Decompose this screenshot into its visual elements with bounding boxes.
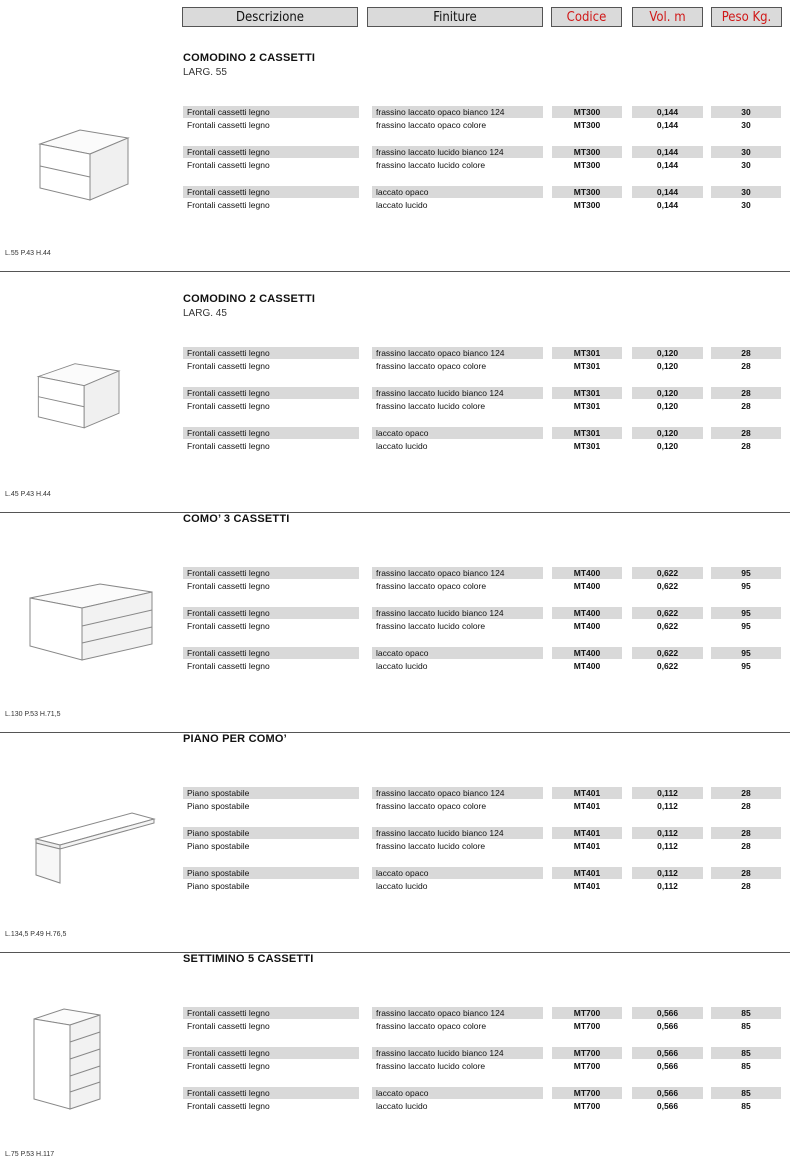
product-dimensions: L.75 P.53 H.117 [5, 1151, 55, 1158]
cell-codice: MT700 [573, 1061, 601, 1071]
cell-volume: 0,120 [632, 347, 703, 359]
cell-descrizione: Piano spostabile [183, 827, 359, 839]
table-row [0, 400, 790, 413]
cell-descrizione: Frontali cassetti legno [183, 607, 359, 619]
cell-codice: MT300 [573, 200, 601, 210]
cell-finiture: frassino laccato lucido bianco 124 [372, 827, 543, 839]
cell-codice: MT301 [573, 401, 601, 411]
cell-peso: 30 [711, 186, 781, 198]
cell-finiture: laccato opaco [372, 427, 543, 439]
cell-peso: 85 [741, 1021, 751, 1031]
cell-finiture: frassino laccato opaco colore [376, 1021, 487, 1031]
table-row [0, 607, 790, 620]
cell-descrizione: Frontali cassetti legno [187, 200, 270, 210]
cell-finiture: frassino laccato lucido colore [376, 841, 486, 851]
cell-finiture: frassino laccato lucido colore [376, 1061, 486, 1071]
cell-finiture: frassino laccato lucido bianco 124 [372, 1047, 543, 1059]
cell-volume: 0,566 [656, 1101, 679, 1111]
cell-peso: 28 [741, 881, 751, 891]
product-dimensions: L.45 P.43 H.44 [5, 491, 51, 498]
cell-finiture: frassino laccato opaco bianco 124 [372, 1007, 543, 1019]
cell-descrizione: Frontali cassetti legno [183, 1047, 359, 1059]
cell-descrizione: Frontali cassetti legno [187, 160, 270, 170]
cell-volume: 0,120 [632, 427, 703, 439]
cell-descrizione: Piano spostabile [187, 881, 250, 891]
cell-finiture: frassino laccato lucido bianco 124 [372, 387, 543, 399]
cell-volume: 0,112 [657, 801, 678, 811]
cell-finiture: laccato lucido [376, 200, 428, 210]
cell-volume: 0,120 [656, 361, 679, 371]
cell-peso: 95 [741, 581, 751, 591]
cell-peso: 28 [741, 361, 751, 371]
cell-volume: 0,566 [632, 1047, 703, 1059]
cell-volume: 0,622 [632, 607, 703, 619]
cell-codice: MT400 [552, 567, 622, 579]
cell-peso: 85 [711, 1047, 781, 1059]
cell-descrizione: Frontali cassetti legno [187, 661, 270, 671]
table-row [0, 580, 790, 593]
cell-codice: MT300 [552, 186, 622, 198]
cell-codice: MT401 [552, 867, 622, 879]
cell-volume: 0,112 [657, 841, 678, 851]
cell-peso: 28 [711, 867, 781, 879]
cell-peso: 30 [711, 146, 781, 158]
cell-descrizione: Frontali cassetti legno [187, 621, 270, 631]
cell-descrizione: Frontali cassetti legno [183, 106, 359, 118]
cell-codice: MT700 [552, 1047, 622, 1059]
cell-descrizione: Piano spostabile [187, 841, 250, 851]
cell-descrizione: Frontali cassetti legno [183, 387, 359, 399]
cell-peso: 28 [711, 787, 781, 799]
section-divider [0, 952, 790, 953]
cell-peso: 28 [741, 401, 751, 411]
cell-descrizione: Frontali cassetti legno [183, 347, 359, 359]
cell-finiture: frassino laccato opaco colore [376, 120, 487, 130]
cell-volume: 0,144 [632, 186, 703, 198]
cell-volume: 0,144 [656, 160, 679, 170]
cell-codice: MT401 [573, 801, 601, 811]
table-row [0, 146, 790, 159]
cell-codice: MT401 [573, 881, 601, 891]
cell-finiture: frassino laccato opaco colore [376, 361, 487, 371]
table-row [0, 440, 790, 453]
cell-finiture: laccato lucido [376, 441, 428, 451]
cell-codice: MT700 [573, 1021, 601, 1031]
cell-finiture: frassino laccato opaco bianco 124 [372, 347, 543, 359]
cell-peso: 28 [711, 387, 781, 399]
cell-peso: 30 [711, 106, 781, 118]
table-row [0, 840, 790, 853]
table-row [0, 620, 790, 633]
cell-codice: MT400 [552, 607, 622, 619]
table-row [0, 186, 790, 199]
cell-finiture: laccato opaco [372, 867, 543, 879]
cell-descrizione: Frontali cassetti legno [183, 1007, 359, 1019]
product-title: SETTIMINO 5 CASSETTI [183, 953, 314, 965]
cell-peso: 28 [741, 801, 751, 811]
cell-codice: MT301 [552, 427, 622, 439]
cell-peso: 28 [741, 441, 751, 451]
cell-volume: 0,622 [632, 567, 703, 579]
cell-descrizione: Piano spostabile [187, 801, 250, 811]
cell-descrizione: Frontali cassetti legno [183, 567, 359, 579]
cell-volume: 0,144 [656, 200, 679, 210]
cell-volume: 0,622 [656, 581, 679, 591]
cell-codice: MT401 [573, 841, 601, 851]
cell-volume: 0,622 [632, 647, 703, 659]
header-finiture: Finiture [367, 7, 543, 27]
header-descrizione: Descrizione [182, 7, 358, 27]
cell-codice: MT301 [552, 347, 622, 359]
cell-volume: 0,120 [656, 441, 679, 451]
cell-volume: 0,112 [632, 867, 703, 879]
cell-volume: 0,144 [632, 106, 703, 118]
section-divider [0, 732, 790, 733]
cell-volume: 0,566 [632, 1087, 703, 1099]
cell-peso: 85 [741, 1061, 751, 1071]
cell-descrizione: Piano spostabile [183, 867, 359, 879]
cell-volume: 0,144 [632, 146, 703, 158]
table-row [0, 867, 790, 880]
cell-descrizione: Frontali cassetti legno [187, 1101, 270, 1111]
table-row [0, 199, 790, 212]
table-row [0, 567, 790, 580]
table-row [0, 880, 790, 893]
cell-codice: MT301 [573, 361, 601, 371]
product-title: COMO’ 3 CASSETTI [183, 513, 290, 525]
cell-peso: 85 [741, 1101, 751, 1111]
cell-codice: MT400 [552, 647, 622, 659]
cell-peso: 95 [711, 567, 781, 579]
cell-codice: MT700 [552, 1087, 622, 1099]
cell-peso: 28 [711, 427, 781, 439]
cell-volume: 0,566 [656, 1061, 679, 1071]
cell-descrizione: Frontali cassetti legno [183, 1087, 359, 1099]
cell-peso: 85 [711, 1087, 781, 1099]
cell-finiture: frassino laccato opaco colore [376, 801, 487, 811]
cell-finiture: frassino laccato opaco colore [376, 581, 487, 591]
table-row [0, 1100, 790, 1113]
table-row [0, 1060, 790, 1073]
cell-finiture: laccato opaco [372, 647, 543, 659]
cell-volume: 0,622 [656, 661, 679, 671]
cell-volume: 0,622 [656, 621, 679, 631]
cell-descrizione: Piano spostabile [183, 787, 359, 799]
cell-descrizione: Frontali cassetti legno [183, 146, 359, 158]
cell-peso: 85 [711, 1007, 781, 1019]
cell-codice: MT400 [573, 621, 601, 631]
cell-descrizione: Frontali cassetti legno [187, 120, 270, 130]
cell-descrizione: Frontali cassetti legno [187, 581, 270, 591]
cell-finiture: frassino laccato opaco bianco 124 [372, 787, 543, 799]
cell-volume: 0,112 [632, 787, 703, 799]
cell-codice: MT301 [552, 387, 622, 399]
table-row [0, 360, 790, 373]
cell-finiture: frassino laccato opaco bianco 124 [372, 567, 543, 579]
cell-codice: MT700 [552, 1007, 622, 1019]
cell-descrizione: Frontali cassetti legno [187, 1021, 270, 1031]
table-row [0, 1020, 790, 1033]
cell-finiture: frassino laccato lucido colore [376, 621, 486, 631]
header-peso: Peso Kg. [711, 7, 782, 27]
cell-descrizione: Frontali cassetti legno [183, 186, 359, 198]
table-row [0, 427, 790, 440]
cell-finiture: frassino laccato lucido colore [376, 160, 486, 170]
cell-peso: 95 [741, 661, 751, 671]
table-row [0, 1087, 790, 1100]
product-title: COMODINO 2 CASSETTI [183, 52, 316, 64]
cell-peso: 95 [711, 607, 781, 619]
cell-finiture: laccato lucido [376, 881, 428, 891]
cell-volume: 0,120 [632, 387, 703, 399]
cell-codice: MT400 [573, 661, 601, 671]
cell-finiture: frassino laccato lucido bianco 124 [372, 607, 543, 619]
cell-descrizione: Frontali cassetti legno [183, 647, 359, 659]
table-row [0, 106, 790, 119]
cell-peso: 28 [711, 347, 781, 359]
product-dimensions: L.130 P.53 H.71,5 [5, 711, 61, 718]
table-row [0, 787, 790, 800]
table-row [0, 159, 790, 172]
cell-peso: 95 [711, 647, 781, 659]
header-codice: Codice [551, 7, 622, 27]
cell-descrizione: Frontali cassetti legno [187, 441, 270, 451]
cell-peso: 30 [741, 200, 751, 210]
cell-finiture: laccato opaco [372, 186, 543, 198]
table-row [0, 387, 790, 400]
product-dimensions: L.134,5 P.49 H.76,5 [5, 931, 67, 938]
cell-codice: MT301 [573, 441, 601, 451]
cell-finiture: laccato lucido [376, 661, 428, 671]
cell-finiture: frassino laccato lucido colore [376, 401, 486, 411]
cell-codice: MT401 [552, 787, 622, 799]
cell-codice: MT300 [552, 106, 622, 118]
cell-volume: 0,112 [632, 827, 703, 839]
cell-peso: 28 [711, 827, 781, 839]
table-row [0, 1007, 790, 1020]
cell-peso: 30 [741, 120, 751, 130]
cell-finiture: frassino laccato lucido bianco 124 [372, 146, 543, 158]
cell-finiture: frassino laccato opaco bianco 124 [372, 106, 543, 118]
cell-peso: 30 [741, 160, 751, 170]
cell-finiture: laccato lucido [376, 1101, 428, 1111]
cell-codice: MT300 [573, 120, 601, 130]
product-subtitle: LARG. 55 [183, 67, 227, 78]
cell-finiture: laccato opaco [372, 1087, 543, 1099]
cell-volume: 0,120 [656, 401, 679, 411]
table-row [0, 827, 790, 840]
cell-codice: MT401 [552, 827, 622, 839]
cell-volume: 0,566 [632, 1007, 703, 1019]
cell-codice: MT300 [552, 146, 622, 158]
table-row [0, 1047, 790, 1060]
table-row [0, 800, 790, 813]
cell-peso: 28 [741, 841, 751, 851]
cell-codice: MT700 [573, 1101, 601, 1111]
header-vol: Vol. m [632, 7, 703, 27]
table-row [0, 647, 790, 660]
cell-peso: 95 [741, 621, 751, 631]
cell-volume: 0,144 [656, 120, 679, 130]
cell-descrizione: Frontali cassetti legno [187, 401, 270, 411]
cell-descrizione: Frontali cassetti legno [187, 1061, 270, 1071]
cell-volume: 0,112 [657, 881, 678, 891]
cell-codice: MT300 [573, 160, 601, 170]
product-title: PIANO PER COMO’ [183, 733, 287, 745]
cell-codice: MT400 [573, 581, 601, 591]
table-row [0, 347, 790, 360]
cell-descrizione: Frontali cassetti legno [183, 427, 359, 439]
table-row [0, 119, 790, 132]
product-subtitle: LARG. 45 [183, 308, 227, 319]
section-divider [0, 512, 790, 513]
section-divider [0, 271, 790, 272]
product-title: COMODINO 2 CASSETTI [183, 293, 316, 305]
product-dimensions: L.55 P.43 H.44 [5, 250, 51, 257]
cell-descrizione: Frontali cassetti legno [187, 361, 270, 371]
cell-volume: 0,566 [656, 1021, 679, 1031]
table-row [0, 660, 790, 673]
